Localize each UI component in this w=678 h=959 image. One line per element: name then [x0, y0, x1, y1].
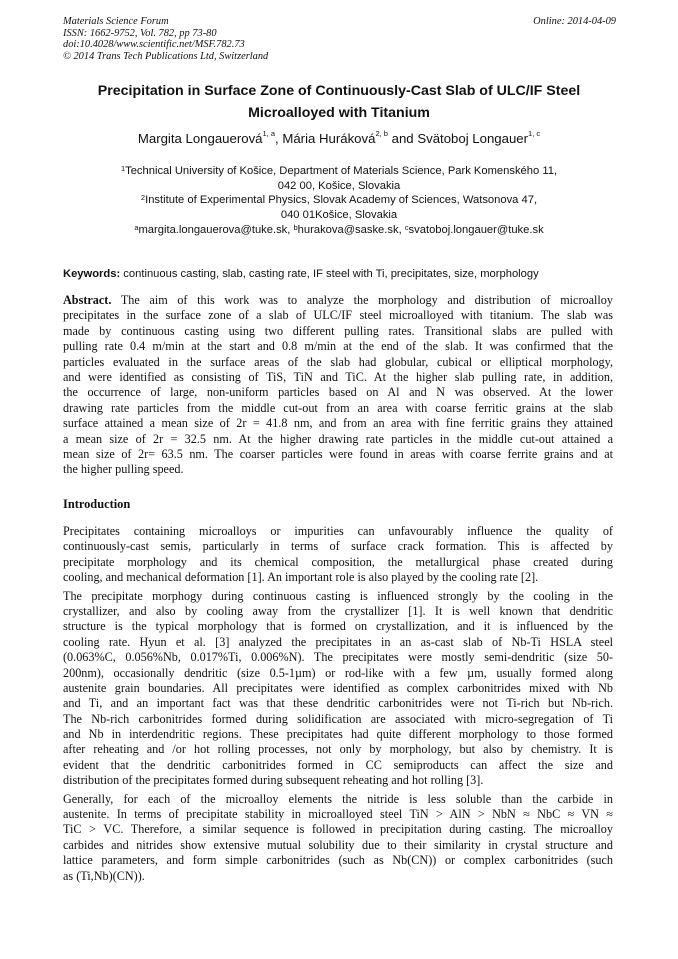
journal-name: Materials Science Forum: [63, 16, 169, 27]
intro-paragraph-2: [63, 589, 613, 789]
intro-line: precipitate morphology and its chemical composition, the metallurgical phase created during: [63, 554, 613, 569]
intro-line: structure is the typical morphology that is formed on crystallization, and it is influenced by the: [63, 619, 613, 634]
intro-line: cooling rate. Hyun et al. [3] analyzed the precipitates in an as-cast slab of Nb-Ti HSLA steel: [63, 634, 613, 649]
abstract-label: Abstract.: [63, 293, 112, 307]
abstract-line: a mean size of 2r = 32.5 nm. At the higher drawing rate particles in the middle cut-out attained a: [63, 431, 613, 446]
author-list: [40, 131, 638, 146]
intro-line: continuously-cast semis, particularly in terms of surface crack formation. This is affected by: [63, 539, 613, 554]
intro-line: evident that the dendritic carbonitrides formed in CC semiproducts can affect the size and: [63, 757, 613, 772]
intro-line: and Nb in interdendritic regions. These precipitates had quite different morphology to those formed: [63, 727, 613, 742]
issn-line: ISSN: 1662-9752, Vol. 782, pp 73-80: [63, 27, 217, 39]
online-date: Online: 2014-04-09: [533, 16, 616, 27]
copyright-line: © 2014 Trans Tech Publications Ltd, Switzerland: [63, 50, 269, 62]
affiliation-2-marker: 2: [140, 193, 146, 203]
intro-line: austenite. In terms of precipitate stability in microalloyed steel TiN > AlN > NbN ≈ NbC ≈ VN ≈: [63, 807, 613, 822]
abstract-line: mean size of 2r= 63.5 nm. The coarser particles were found in areas with coarse ferrite grains and at: [63, 446, 613, 461]
abstract: [63, 293, 613, 478]
affiliation-2-line-2: 040 01Košice, Slovakia: [280, 209, 398, 222]
abstract-line: [63, 293, 613, 308]
email-a-marker: a: [134, 222, 139, 232]
author-separator: ,: [275, 131, 283, 146]
author-2: Mária Huráková: [282, 131, 376, 146]
intro-line: distribution of the precipitates formed during subsequent reheating and hot rolling [3].: [63, 773, 484, 788]
abstract-line: surface attained a mean size of 2r = 41.8 nm, and from an area with fine ferritic grains they attained: [63, 416, 613, 431]
title-line-2: Microalloyed with Titanium: [248, 105, 430, 121]
journal-header: [63, 16, 268, 62]
intro-line: (0.063%C, 0.056%Nb, 0.017%Ti, 0.006%N). The precipitates were mostly semi-dendritic (size 50-: [63, 650, 613, 665]
intro-line: The precipitate morphogy during continuous casting is influenced strongly by the cooling in the: [63, 588, 613, 603]
email-c-marker: c: [404, 222, 409, 232]
affiliation-1-text: Technical University of Košice, Department of Materials Science, Park Komenského 11,: [125, 165, 558, 177]
keywords-text: continuous casting, slab, casting rate, IF steel with Ti, precipitates, size, morphology: [120, 268, 539, 280]
author-3-affiliation: 1, c: [528, 129, 541, 138]
intro-line: crystallizer, and also by cooling away from the crystallizer [1]. It is well known that dendritic: [63, 603, 613, 618]
author-1-affiliation: 1, a: [262, 129, 276, 138]
abstract-line-text: The aim of this work was to analyze the morphology and distribution of microalloy: [111, 293, 613, 307]
abstract-line: and were identified as consisting of TiS, TiN and TiC. At the higher slab pulling rate, in addition,: [63, 369, 613, 384]
intro-paragraph-1: [63, 524, 613, 586]
affiliation-2-line-1: [40, 193, 638, 208]
intro-line: The Nb-rich carbonitrides formed during solidification are associated with micro-segregation of Ti: [63, 711, 613, 726]
affiliation-1-line-2: 042 00, Košice, Slovakia: [277, 179, 401, 192]
affiliation-1-marker: 1: [120, 164, 126, 173]
doi-line: doi:10.4028/www.scientific.net/MSF.782.73: [63, 39, 245, 51]
intro-line: austenite grain boundaries. All precipitates were identified as complex carbonitrides mixed with Nb: [63, 680, 613, 695]
intro-line: carbides and nitrides show extensive mutual solubility due to their similarity in crystal structure and: [63, 837, 613, 852]
intro-line: after reheating and /or hot rolling processes, not only by morphology, but also by chemistry. It is: [63, 742, 613, 757]
intro-line: and Ti, and an important fact was that these dendritic carbonitrides were not Ti-rich but Nb-rich.: [63, 696, 613, 711]
author-2-affiliation: 2, b: [375, 129, 388, 138]
section-heading-introduction: Introduction: [63, 497, 131, 511]
email-line: [40, 223, 638, 238]
affiliation-1-line-1: [40, 164, 638, 179]
abstract-paragraph: [63, 293, 613, 478]
intro-line: cooling, and mechanical deformation [1]. An important role is also played by the cooling rate [2].: [63, 570, 539, 585]
email-c: svatoboj.longauer@tuke.sk: [408, 223, 544, 236]
email-a: margita.longauerova@tuke.sk,: [138, 223, 294, 236]
intro-line: as (Ti,Nb)(CN)).: [63, 868, 145, 883]
author-1: Margita Longauerová: [137, 131, 263, 146]
affiliation-2-text: Institute of Experimental Physics, Slovak Academy of Sciences, Watsonova 47,: [145, 194, 538, 207]
author-3: Svätoboj Longauer: [417, 131, 529, 146]
abstract-line: precipitates in the surface zone of a slab of ULC/IF steel microalloyed with titanium. The slab was: [63, 308, 613, 323]
abstract-line: drawing rate particles from the middle cut-out from an area with coarse ferritic grains at the slab: [63, 400, 613, 415]
intro-line: Precipitates containing microalloys or impurities can unfavourably influence the quality of: [63, 524, 613, 538]
email-b: hurakova@saske.sk,: [297, 223, 405, 236]
intro-line: 200nm), occasionally dendritic (size 0.5-1µm) or rod-like with a few µm, usually formed along: [63, 665, 613, 680]
author-separator-and: and: [387, 131, 418, 146]
keywords: [63, 268, 539, 280]
abstract-line: the higher pulling speed.: [63, 462, 184, 477]
abstract-line: made by continuous casting using two different pulling rates. Transitional slabs are pulled with: [63, 323, 613, 338]
intro-paragraph-3: [63, 792, 613, 884]
title-line-1: Precipitation in Surface Zone of Continuously-Cast Slab of ULC/IF Steel: [97, 83, 581, 99]
introduction: [63, 524, 613, 884]
intro-line: Generally, for each of the microalloy elements the nitride is less soluble than the carbide in: [63, 791, 613, 806]
abstract-line: particles evaluated in the surface areas of the slab had globular, cubical or elliptical morphology,: [63, 354, 613, 369]
abstract-line: the occurrence of large, non-uniform particles based on Al and N was observed. At the lower: [63, 385, 613, 400]
intro-line: TiC > VC. Therefore, a similar sequence is followed in precipitation during casting. The microalloy: [63, 822, 613, 837]
abstract-line: pulling rate 0.4 m/min at the start and 0.8 m/min at the end of the slab. It was confirmed that the: [63, 339, 613, 354]
email-b-marker: b: [293, 222, 298, 232]
paper-title: [50, 80, 628, 124]
intro-line: lattice parameters, and form simple carbonitrides (such as Nb(CN)) or complex carbonitrides (such: [63, 853, 613, 868]
affiliations: [40, 164, 638, 238]
keywords-label: Keywords:: [63, 268, 121, 280]
